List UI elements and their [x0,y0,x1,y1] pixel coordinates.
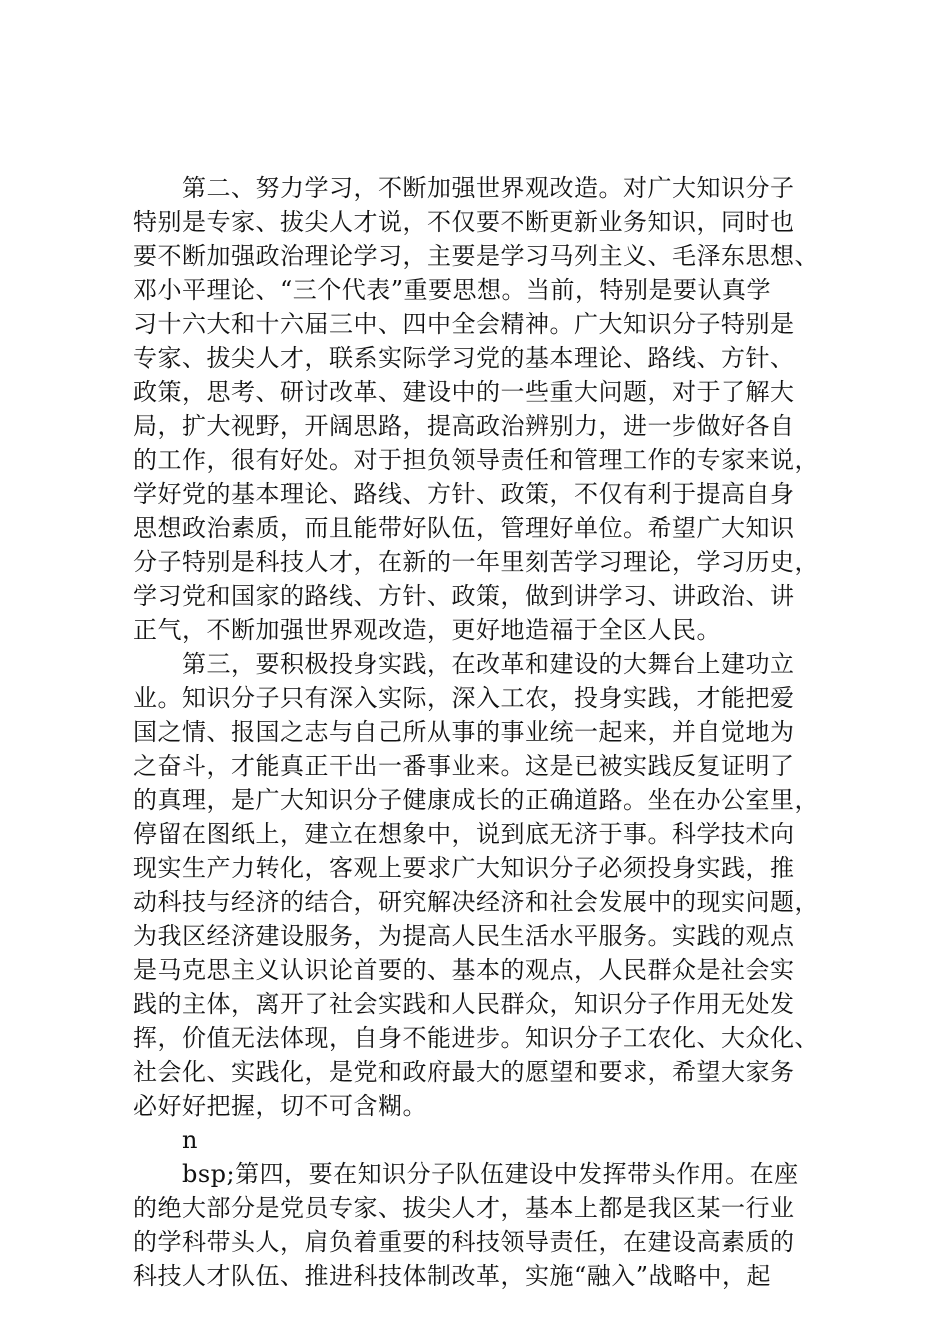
text-line: 分子特别是科技人才，在新的一年里刻苦学习理论，学习历史， [133,548,819,576]
text-line: 的真理，是广大知识分子健康成长的正确道路。坐在办公室里， [133,786,819,814]
body-text [133,171,833,1293]
text-line: 特别是专家、拔尖人才说，不仅要不断更新业务知识，同时也 [133,208,795,236]
text-line: 停留在图纸上，建立在想象中，说到底无济于事。科学技术向 [133,820,795,848]
text-line: 动科技与经济的结合，研究解决经济和社会发展中的现实问题， [133,888,819,916]
text-line: 邓小平理论、“三个代表”重要思想。当前，特别是要认真学 [133,276,772,304]
text-line: 要不断加强政治理论学习，主要是学习马列主义、毛泽东思想、 [133,242,819,270]
text-line: 业。知识分子只有深入实际，深入工农，投身实践，才能把爱 [133,684,795,712]
text-line: 必好好把握，切不可含糊。 [133,1092,427,1120]
text-line: 习十六大和十六届三中、四中全会精神。广大知识分子特别是 [133,310,795,338]
text-line: 思想政治素质，而且能带好队伍，管理好单位。希望广大知识 [133,514,795,542]
text-line: 社会化、实践化，是党和政府最大的愿望和要求，希望大家务 [133,1058,795,1086]
text-line: bsp;第四，要在知识分子队伍建设中发挥带头作用。在座 [133,1160,799,1188]
text-line: 学好党的基本理论、路线、方针、政策，不仅有利于提高自身 [133,480,795,508]
text-line: 科技人才队伍、推进科技体制改革，实施“融入”战略中，起 [133,1262,772,1290]
text-line: 第二、努力学习，不断加强世界观改造。对广大知识分子 [133,174,795,202]
text-line: 正气，不断加强世界观改造，更好地造福于全区人民。 [133,616,721,644]
text-line: 挥，价值无法体现，自身不能进步。知识分子工农化、大众化、 [133,1024,819,1052]
text-line: 政策，思考、研讨改革、建设中的一些重大问题，对于了解大 [133,378,795,406]
text-line: 为我区经济建设服务，为提高人民生活水平服务。实践的观点 [133,922,795,950]
text-line: 局，扩大视野，开阔思路，提高政治辨别力，进一步做好各自 [133,412,795,440]
text-line: 之奋斗，才能真正干出一番事业来。这是已被实践反复证明了 [133,752,795,780]
text-line: 国之情、报国之志与自己所从事的事业统一起来，并自觉地为 [133,718,795,746]
text-line: 是马克思主义认识论首要的、基本的观点，人民群众是社会实 [133,956,795,984]
text-line: 的绝大部分是党员专家、拔尖人才，基本上都是我区某一行业 [133,1194,795,1222]
text-line: 现实生产力转化，客观上要求广大知识分子必须投身实践，推 [133,854,795,882]
text-line: 的工作，很有好处。对于担负领导责任和管理工作的专家来说， [133,446,819,474]
text-line: 第三，要积极投身实践，在改革和建设的大舞台上建功立 [133,650,795,678]
text-line: 专家、拔尖人才，联系实际学习党的基本理论、路线、方针、 [133,344,795,372]
text-line: 学习党和国家的路线、方针、政策，做到讲学习、讲政治、讲 [133,582,795,610]
text-line: 践的主体，离开了社会实践和人民群众，知识分子作用无处发 [133,990,795,1018]
text-line: 的学科带头人，肩负着重要的科技领导责任，在建设高素质的 [133,1228,795,1256]
text-line: n [133,1126,198,1154]
